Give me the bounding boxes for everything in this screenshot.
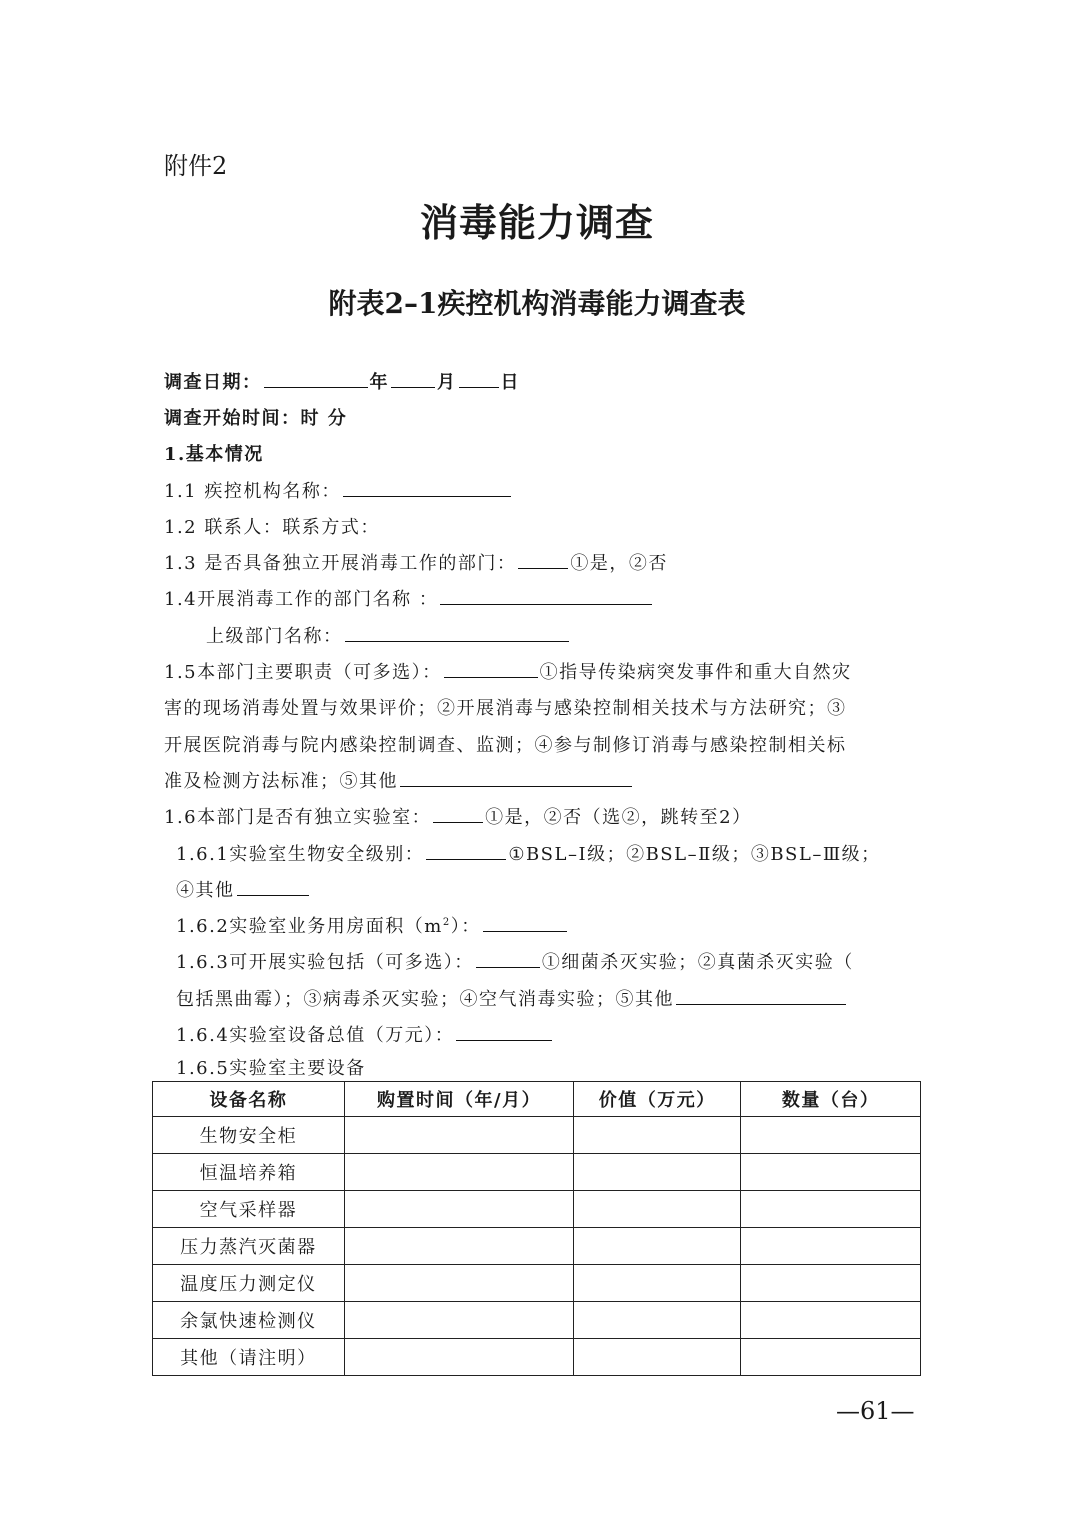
equipment-table bbox=[152, 1081, 921, 1376]
purchase-time-cell[interactable] bbox=[344, 1228, 574, 1265]
q1-6-line bbox=[164, 803, 752, 829]
q1-5-line2: 害的现场消毒处置与效果评价；②开展消毒与感染控制相关技术与方法研究；③ bbox=[164, 698, 847, 719]
day-blank[interactable] bbox=[459, 371, 499, 388]
q1-5-other-label: 准及检测方法标准；⑤其他 bbox=[164, 771, 398, 792]
month-blank[interactable] bbox=[391, 371, 435, 388]
equipment-name-cell: 恒温培养箱 bbox=[153, 1154, 345, 1191]
header-equipment-name: 设备名称 bbox=[153, 1082, 345, 1117]
q1-6-1-other-line bbox=[176, 876, 311, 902]
parent-dept-blank[interactable] bbox=[345, 625, 569, 642]
quantity-cell[interactable] bbox=[741, 1228, 921, 1265]
q1-6-label: 1.6本部门是否有独立实验室： bbox=[164, 807, 432, 828]
equipment-name-cell: 生物安全柜 bbox=[153, 1117, 345, 1154]
q1-2-contact: 1.2 联系人：联系方式： bbox=[164, 517, 380, 538]
q1-6-3-line2 bbox=[176, 985, 848, 1011]
table-subtitle: 附表2–1疾控机构消毒能力调查表 bbox=[328, 287, 746, 320]
q1-6-1-options: ①BSL–Ⅰ级；②BSL–Ⅱ级；③BSL–Ⅲ级； bbox=[508, 844, 881, 865]
day-label: 日 bbox=[500, 372, 520, 393]
header-purchase-time: 购置时间（年/月） bbox=[344, 1082, 574, 1117]
value-cell[interactable] bbox=[574, 1191, 741, 1228]
q1-3-line bbox=[164, 549, 668, 575]
q1-6-3-blank[interactable] bbox=[476, 951, 540, 968]
q1-5-line3: 开展医院消毒与院内感染控制调查、监测；④参与制修订消毒与感染控制相关标 bbox=[164, 735, 847, 756]
q1-5-option-text: ①指导传染病突发事件和重大自然灾 bbox=[539, 662, 852, 683]
q1-6-3-options-cont: 包括黑曲霉）；③病毒杀灭实验；④空气消毒实验；⑤其他 bbox=[176, 989, 674, 1010]
section-basic-info: 1.基本情况 bbox=[164, 444, 264, 465]
header-value: 价值（万元） bbox=[574, 1082, 741, 1117]
purchase-time-cell[interactable] bbox=[344, 1302, 574, 1339]
equipment-name-cell: 其他（请注明） bbox=[153, 1339, 345, 1376]
survey-date-label: 调查日期： bbox=[164, 372, 262, 393]
q1-3-label: 1.3 是否具备独立开展消毒工作的部门： bbox=[164, 553, 517, 574]
year-label: 年 bbox=[369, 372, 389, 393]
q1-5-line1 bbox=[164, 658, 852, 684]
q1-6-1-label: 1.6.1实验室生物安全级别： bbox=[176, 844, 425, 865]
quantity-cell[interactable] bbox=[741, 1302, 921, 1339]
quantity-cell[interactable] bbox=[741, 1191, 921, 1228]
equipment-name-cell: 空气采样器 bbox=[153, 1191, 345, 1228]
parent-dept-label: 上级部门名称： bbox=[206, 626, 343, 647]
q1-6-3-line1 bbox=[176, 948, 854, 974]
q1-5-label: 1.5本部门主要职责（可多选）： bbox=[164, 662, 442, 683]
table-row bbox=[153, 1339, 921, 1376]
q1-5-other-blank[interactable] bbox=[400, 770, 632, 787]
page-number: —61— bbox=[836, 1397, 915, 1425]
purchase-time-cell[interactable] bbox=[344, 1117, 574, 1154]
table-header-row bbox=[153, 1082, 921, 1117]
table-row bbox=[153, 1302, 921, 1339]
lab-area-blank[interactable] bbox=[483, 915, 567, 932]
quantity-cell[interactable] bbox=[741, 1117, 921, 1154]
dept-name-blank[interactable] bbox=[440, 588, 652, 605]
year-blank[interactable] bbox=[264, 371, 368, 388]
q1-6-3-options: ①细菌杀灭实验；②真菌杀灭实验（ bbox=[541, 952, 854, 973]
q1-4-label: 1.4开展消毒工作的部门名称 ： bbox=[164, 589, 439, 610]
value-cell[interactable] bbox=[574, 1302, 741, 1339]
table-row bbox=[153, 1265, 921, 1302]
table-row bbox=[153, 1154, 921, 1191]
q1-1-label: 1.1 疾控机构名称： bbox=[164, 481, 341, 502]
page-title: 消毒能力调查 bbox=[419, 200, 654, 245]
purchase-time-cell[interactable] bbox=[344, 1339, 574, 1376]
purchase-time-cell[interactable] bbox=[344, 1191, 574, 1228]
q1-6-1-other-label: ④其他 bbox=[176, 880, 235, 901]
q1-6-2-superscript: 2 bbox=[442, 917, 451, 928]
equipment-name-cell: 压力蒸汽灭菌器 bbox=[153, 1228, 345, 1265]
quantity-cell[interactable] bbox=[741, 1154, 921, 1191]
q1-6-2-line bbox=[176, 912, 569, 938]
quantity-cell[interactable] bbox=[741, 1265, 921, 1302]
biosafety-level-blank[interactable] bbox=[426, 843, 506, 860]
q1-3-options: ①是，②否 bbox=[570, 553, 668, 574]
q1-6-5-label: 1.6.5实验室主要设备 bbox=[176, 1058, 366, 1079]
q1-6-1-line bbox=[176, 840, 881, 866]
q1-3-blank[interactable] bbox=[518, 552, 568, 569]
equipment-name-cell: 余氯快速检测仪 bbox=[153, 1302, 345, 1339]
org-name-blank[interactable] bbox=[343, 480, 511, 497]
q1-6-4-line bbox=[176, 1021, 554, 1047]
month-label: 月 bbox=[437, 372, 457, 393]
quantity-cell[interactable] bbox=[741, 1339, 921, 1376]
value-cell[interactable] bbox=[574, 1117, 741, 1154]
survey-start-time: 调查开始时间：时 分 bbox=[164, 408, 348, 429]
q1-6-blank[interactable] bbox=[433, 806, 483, 823]
equipment-name-cell: 温度压力测定仪 bbox=[153, 1265, 345, 1302]
table-row bbox=[153, 1228, 921, 1265]
table-row bbox=[153, 1191, 921, 1228]
purchase-time-cell[interactable] bbox=[344, 1265, 574, 1302]
q1-4-sub-line bbox=[206, 622, 571, 648]
survey-date-line bbox=[164, 368, 520, 394]
q1-5-line4 bbox=[164, 767, 634, 793]
header-quantity: 数量（台） bbox=[741, 1082, 921, 1117]
value-cell[interactable] bbox=[574, 1228, 741, 1265]
q1-6-4-label: 1.6.4实验室设备总值（万元）： bbox=[176, 1025, 455, 1046]
value-cell[interactable] bbox=[574, 1154, 741, 1191]
q1-6-1-other-blank[interactable] bbox=[237, 879, 309, 896]
value-cell[interactable] bbox=[574, 1339, 741, 1376]
q1-1-line bbox=[164, 477, 513, 503]
table-row bbox=[153, 1117, 921, 1154]
attachment-label: 附件2 bbox=[164, 152, 228, 180]
q1-6-2-end: ）： bbox=[450, 916, 481, 937]
equipment-value-blank[interactable] bbox=[456, 1024, 552, 1041]
q1-6-2-label: 1.6.2实验室业务用房面积（m bbox=[176, 916, 443, 937]
q1-5-blank[interactable] bbox=[444, 661, 538, 678]
q1-4-line bbox=[164, 585, 654, 611]
q1-6-3-other-blank[interactable] bbox=[676, 988, 846, 1005]
q1-6-options: ①是，②否（选②，跳转至2） bbox=[485, 807, 752, 828]
purchase-time-cell[interactable] bbox=[344, 1154, 574, 1191]
q1-6-3-label: 1.6.3可开展实验包括（可多选）： bbox=[176, 952, 474, 973]
value-cell[interactable] bbox=[574, 1265, 741, 1302]
